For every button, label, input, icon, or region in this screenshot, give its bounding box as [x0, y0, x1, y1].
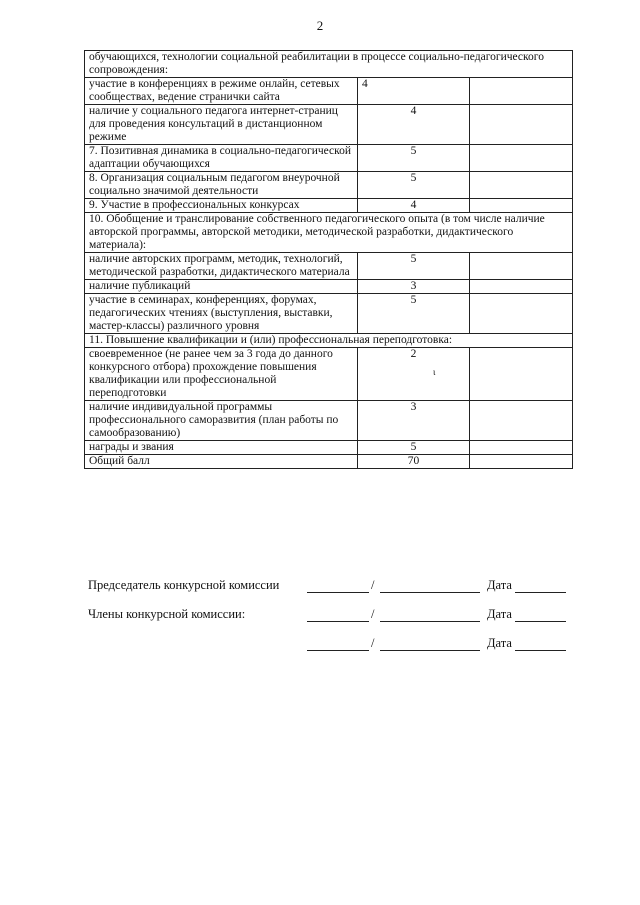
- table-row: [85, 280, 573, 294]
- criterion-text: 9. Участие в профессиональных конкурсах: [85, 199, 358, 213]
- criterion-text: награды и звания: [85, 441, 358, 455]
- empty-cell[interactable]: [470, 105, 573, 145]
- member2-name-line[interactable]: [380, 650, 480, 651]
- empty-cell[interactable]: [470, 172, 573, 199]
- empty-cell[interactable]: [470, 78, 573, 105]
- chair-label: Председатель конкурсной комиссии: [88, 578, 280, 592]
- empty-cell[interactable]: [470, 199, 573, 213]
- criterion-score: 5: [358, 145, 470, 172]
- member2-date-line[interactable]: [515, 650, 566, 651]
- member2-date-label: Дата: [487, 636, 512, 650]
- empty-cell[interactable]: [470, 253, 573, 280]
- table-row: [85, 441, 573, 455]
- criterion-score: 5: [358, 172, 470, 199]
- table-row: [85, 401, 573, 441]
- members-label: Члены конкурсной комиссии:: [88, 607, 246, 621]
- criterion-text: 8. Организация социальным педагогом внеурочной социально значимой деятельности: [85, 172, 358, 199]
- criterion-text: Общий балл: [85, 455, 358, 469]
- table-row: [85, 294, 573, 334]
- chair-name-line[interactable]: [380, 592, 480, 593]
- member1-signature-line[interactable]: [307, 621, 369, 622]
- table-row: [85, 172, 573, 199]
- table-row: [85, 145, 573, 172]
- section-row: [85, 334, 573, 348]
- criterion-text: своевременное (не ранее чем за 3 года до данного конкурсного отбора) прохождение повышения квалификации или профессиональной переподготовки: [85, 348, 358, 401]
- criterion-text: наличие публикаций: [85, 280, 358, 294]
- section-title: 11. Повышение квалификации и (или) профессиональная переподготовка:: [85, 334, 573, 348]
- empty-cell[interactable]: [470, 455, 573, 469]
- empty-cell[interactable]: [470, 280, 573, 294]
- chair-slash: /: [371, 578, 375, 592]
- empty-cell[interactable]: [470, 441, 573, 455]
- criterion-text: наличие у социального педагога интернет-страниц для проведения консультаций в дистанционном режиме: [85, 105, 358, 145]
- table-row: [85, 199, 573, 213]
- member1-date-line[interactable]: [515, 621, 566, 622]
- chair-signature-line[interactable]: [307, 592, 369, 593]
- section-title: 10. Обобщение и транслирование собственного педагогического опыта (в том числе наличие авторской программы, авторской методики, методической разработки, дидактического материала):: [85, 213, 573, 253]
- empty-cell[interactable]: [470, 145, 573, 172]
- stray-mark: ι: [433, 367, 436, 377]
- section-title: обучающихся, технологии социальной реабилитации в процессе социально-педагогического сопровождения:: [85, 51, 573, 78]
- criterion-score: 3: [358, 401, 470, 441]
- criterion-score: 4: [358, 78, 470, 105]
- criterion-text: наличие авторских программ, методик, технологий, методической разработки, дидактического материала: [85, 253, 358, 280]
- table-row: [85, 348, 573, 401]
- member2-slash: /: [371, 636, 375, 650]
- table-row: [85, 105, 573, 145]
- criterion-score: 3: [358, 280, 470, 294]
- criterion-score: 5: [358, 441, 470, 455]
- member1-name-line[interactable]: [380, 621, 480, 622]
- empty-cell[interactable]: [470, 401, 573, 441]
- empty-cell[interactable]: [470, 348, 573, 401]
- member1-slash: /: [371, 607, 375, 621]
- criterion-score: 70: [358, 455, 470, 469]
- criterion-score: 5: [358, 253, 470, 280]
- empty-cell[interactable]: [470, 294, 573, 334]
- criteria-table: [84, 50, 573, 469]
- criterion-score: 4: [358, 199, 470, 213]
- criterion-score: 5: [358, 294, 470, 334]
- page-number: 2: [316, 18, 324, 33]
- chair-date-line[interactable]: [515, 592, 566, 593]
- section-row: [85, 51, 573, 78]
- table-row: [85, 455, 573, 469]
- chair-date-label: Дата: [487, 578, 512, 592]
- section-row: [85, 213, 573, 253]
- member2-signature-line[interactable]: [307, 650, 369, 651]
- table-row: [85, 78, 573, 105]
- criterion-score: 4: [358, 105, 470, 145]
- table-row: [85, 253, 573, 280]
- criterion-text: наличие индивидуальной программы профессионального саморазвития (план работы по самообразованию): [85, 401, 358, 441]
- member1-date-label: Дата: [487, 607, 512, 621]
- criterion-text: участие в конференциях в режиме онлайн, сетевых сообществах, ведение странички сайта: [85, 78, 358, 105]
- criterion-score: 2: [358, 348, 470, 401]
- criterion-text: 7. Позитивная динамика в социально-педагогической адаптации обучающихся: [85, 145, 358, 172]
- criterion-text: участие в семинарах, конференциях, форумах, педагогических чтениях (выступления, выставки, мастер-классы) различного уровня: [85, 294, 358, 334]
